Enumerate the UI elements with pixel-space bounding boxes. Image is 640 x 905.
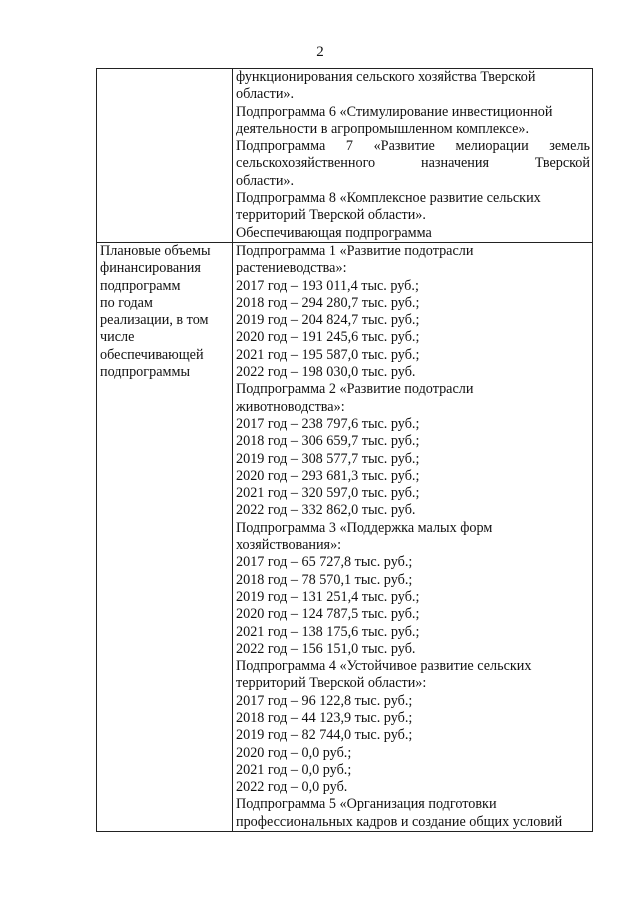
row1-right-cell — [233, 69, 593, 243]
text-line: функционирования сельского хозяйства Тверской — [236, 69, 536, 85]
text-line: 2017 год – 238 797,6 тыс. руб.; — [236, 415, 420, 432]
row2-right-cell — [233, 242, 593, 831]
text-line: хозяйствования»: — [236, 537, 342, 554]
label-line: реализации, в том — [100, 312, 209, 329]
table-row — [97, 69, 593, 243]
text-line: Подпрограмма 2 «Развитие подотрасли — [236, 381, 474, 398]
text-line: Подпрограмма 3 «Поддержка малых форм — [236, 519, 493, 536]
text-line: Подпрограмма 8 «Комплексное развитие сельских — [236, 190, 541, 207]
text-line: территорий Тверской области». — [236, 207, 426, 224]
table-row — [97, 242, 593, 831]
label-line: по годам — [100, 294, 153, 311]
text-line: 2022 год – 156 151,0 тыс. руб. — [236, 640, 416, 657]
program-passport-table — [96, 68, 593, 832]
text-line: 2020 год – 0,0 руб.; — [236, 744, 352, 761]
text-line: профессиональных кадров и создание общих условий — [236, 813, 563, 830]
text-line: 2018 год – 294 280,7 тыс. руб.; — [236, 294, 420, 311]
text-line: 2018 год – 78 570,1 тыс. руб.; — [236, 571, 413, 588]
text-line: Подпрограмма 5 «Организация подготовки — [236, 796, 497, 813]
page-number: 2 — [316, 44, 324, 60]
text-line: Подпрограмма 6 «Стимулирование инвестиционной — [236, 103, 553, 120]
text-line: Подпрограмма 7 «Развитие мелиорации земель — [236, 138, 590, 155]
label-line: числе — [100, 329, 135, 346]
text-line: 2022 год – 0,0 руб. — [236, 779, 348, 796]
text-line: Подпрограмма 4 «Устойчивое развитие сельских — [236, 658, 532, 675]
text-line: животноводства»: — [236, 398, 345, 415]
text-line: Обеспечивающая подпрограмма — [236, 224, 432, 241]
text-line: 2017 год – 193 011,4 тыс. руб.; — [236, 277, 419, 294]
text-line: 2020 год – 191 245,6 тыс. руб.; — [236, 329, 420, 346]
text-line: 2019 год – 82 744,0 тыс. руб.; — [236, 727, 413, 744]
text-line: 2021 год – 0,0 руб.; — [236, 761, 352, 778]
text-line: 2019 год – 308 577,7 тыс. руб.; — [236, 450, 420, 467]
text-line: 2020 год – 124 787,5 тыс. руб.; — [236, 606, 420, 623]
text-line: 2018 год – 44 123,9 тыс. руб.; — [236, 709, 413, 726]
row1-left-cell — [97, 69, 233, 243]
text-line: деятельности в агропромышленном комплексе». — [236, 120, 530, 137]
label-line: Плановые объемы — [100, 242, 211, 259]
text-line: 2021 год – 195 587,0 тыс. руб.; — [236, 346, 420, 363]
text-line: области». — [236, 86, 295, 103]
label-line: подпрограммы — [100, 364, 190, 381]
text-line: 2021 год – 138 175,6 тыс. руб.; — [236, 623, 420, 640]
text-line: Подпрограмма 1 «Развитие подотрасли — [236, 242, 474, 259]
text-line: области». — [236, 172, 295, 189]
label-line: финансирования — [100, 260, 201, 277]
text-line: 2022 год – 198 030,0 тыс. руб. — [236, 364, 416, 381]
text-line: 2019 год – 204 824,7 тыс. руб.; — [236, 312, 420, 329]
label-line: обеспечивающей — [100, 346, 204, 363]
text-line: 2017 год – 96 122,8 тыс. руб.; — [236, 692, 413, 709]
text-line: растениеводства»: — [236, 260, 347, 277]
text-line: сельскохозяйственного назначения Тверской — [236, 155, 590, 172]
text-line: 2021 год – 320 597,0 тыс. руб.; — [236, 485, 420, 502]
text-line: 2019 год – 131 251,4 тыс. руб.; — [236, 588, 420, 605]
text-line: 2017 год – 65 727,8 тыс. руб.; — [236, 554, 413, 571]
text-line: территорий Тверской области»: — [236, 675, 427, 692]
row2-left-cell — [97, 242, 233, 831]
label-line: подпрограмм — [100, 277, 181, 294]
text-line: 2022 год – 332 862,0 тыс. руб. — [236, 502, 416, 519]
text-line: 2020 год – 293 681,3 тыс. руб.; — [236, 467, 420, 484]
text-line: 2018 год – 306 659,7 тыс. руб.; — [236, 433, 420, 450]
